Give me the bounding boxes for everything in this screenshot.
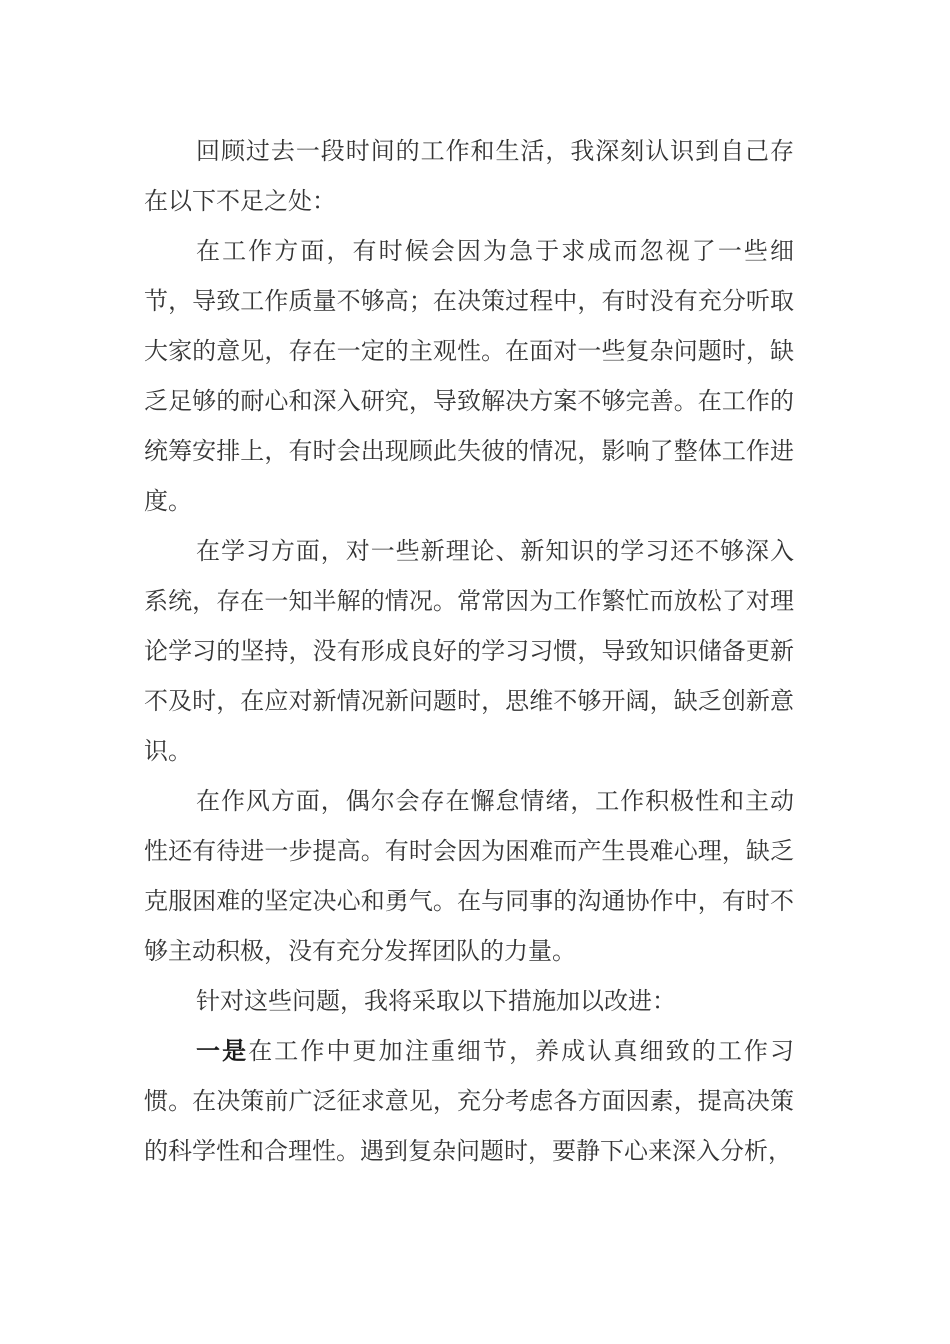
paragraph-measures-intro: 针对这些问题，我将采取以下措施加以改进： [196,987,676,1015]
paragraph-style: 在作风方面，偶尔会存在懈怠情绪，工作积极性和主动性还有待进一步提高。有时会因为困难而产生畏难心理，缺乏克服困难的坚定决心和勇气。在与同事的沟通协作中，有时不够主动积极，没有充分发挥团队的力量。 [144,787,794,965]
measure-1-text: 在工作中更加注重细节，养成认真细致的工作习惯。在决策前广泛征求意见，充分考虑各方面因素，提高决策的科学性和合理性。遇到复杂问题时，要静下心来深入分析， [144,1037,795,1165]
paragraph-study: 在学习方面，对一些新理论、新知识的学习还不够深入系统，存在一知半解的情况。常常因为工作繁忙而放松了对理论学习的坚持，没有形成良好的学习习惯，导致知识储备更新不及时，在应对新情况新问题时，思维不够开阔，缺乏创新意识。 [144,537,794,765]
paragraph-intro: 回顾过去一段时间的工作和生活，我深刻认识到自己存在以下不足之处： [144,137,794,215]
measure-1-lead: 一是 [196,1037,249,1065]
document-body [144,126,794,1176]
paragraph-work: 在工作方面，有时候会因为急于求成而忽视了一些细节，导致工作质量不够高；在决策过程中，有时没有充分听取大家的意见，存在一定的主观性。在面对一些复杂问题时，缺乏足够的耐心和深入研究，导致解决方案不够完善。在工作的统筹安排上，有时会出现顾此失彼的情况，影响了整体工作进度。 [144,237,794,515]
paragraph-measure-1 [144,1026,794,1176]
